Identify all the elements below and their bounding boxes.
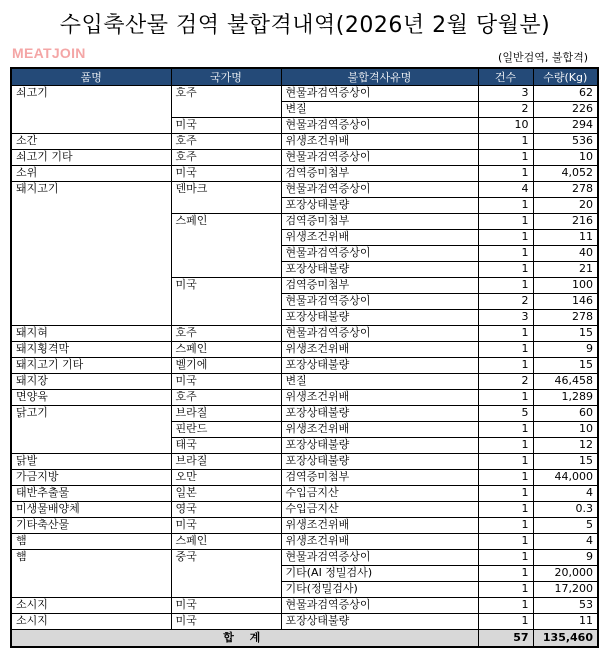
quantity-cell: 46,458 — [533, 374, 598, 390]
quantity-cell: 10 — [533, 150, 598, 166]
count-cell: 1 — [478, 342, 533, 358]
table-row — [11, 326, 598, 342]
product-cell — [11, 198, 171, 214]
count-cell: 1 — [478, 470, 533, 486]
count-cell: 3 — [478, 86, 533, 102]
reason-cell: 검역증미첨부 — [281, 278, 478, 294]
reason-cell: 포장상태불량 — [281, 454, 478, 470]
product-cell — [11, 566, 171, 582]
reason-cell: 포장상태불량 — [281, 262, 478, 278]
product-cell — [11, 214, 171, 230]
table-row — [11, 246, 598, 262]
count-cell: 1 — [478, 246, 533, 262]
reason-cell: 현물과검역증상이 — [281, 598, 478, 614]
count-cell: 1 — [478, 358, 533, 374]
product-cell: 소간 — [11, 134, 171, 150]
quantity-cell: 226 — [533, 102, 598, 118]
quantity-cell: 278 — [533, 310, 598, 326]
reason-cell: 위생조건위배 — [281, 342, 478, 358]
reason-cell: 포장상태불량 — [281, 438, 478, 454]
table-row — [11, 534, 598, 550]
count-cell: 1 — [478, 134, 533, 150]
country-cell: 덴마크 — [171, 182, 281, 198]
table-row — [11, 342, 598, 358]
country-cell: 브라질 — [171, 454, 281, 470]
quantity-cell: 40 — [533, 246, 598, 262]
table-note: (일반검역, 불합격) — [498, 51, 588, 64]
count-cell: 2 — [478, 102, 533, 118]
total-label: 합 계 — [11, 630, 478, 648]
quantity-cell: 17,200 — [533, 582, 598, 598]
count-cell: 1 — [478, 454, 533, 470]
table-row — [11, 86, 598, 102]
reason-cell: 위생조건위배 — [281, 534, 478, 550]
country-cell: 일본 — [171, 486, 281, 502]
total-row — [11, 630, 598, 648]
table-row — [11, 406, 598, 422]
count-cell: 1 — [478, 598, 533, 614]
reason-cell: 포장상태불량 — [281, 310, 478, 326]
reason-cell: 현물과검역증상이 — [281, 150, 478, 166]
reason-cell: 수입금지산 — [281, 486, 478, 502]
quantity-cell: 15 — [533, 326, 598, 342]
country-cell — [171, 246, 281, 262]
table-row — [11, 294, 598, 310]
product-cell: 태반추출물 — [11, 486, 171, 502]
product-cell: 쇠고기 기타 — [11, 150, 171, 166]
table-row — [11, 486, 598, 502]
count-cell: 4 — [478, 182, 533, 198]
country-cell: 스페인 — [171, 534, 281, 550]
product-cell: 기타축산물 — [11, 518, 171, 534]
table-row — [11, 438, 598, 454]
reason-cell: 현물과검역증상이 — [281, 86, 478, 102]
reason-cell: 위생조건위배 — [281, 422, 478, 438]
count-cell: 1 — [478, 502, 533, 518]
quantity-cell: 53 — [533, 598, 598, 614]
reason-cell: 포장상태불량 — [281, 406, 478, 422]
count-cell: 1 — [478, 486, 533, 502]
table-row — [11, 422, 598, 438]
count-cell: 1 — [478, 262, 533, 278]
count-cell: 1 — [478, 566, 533, 582]
table-row — [11, 502, 598, 518]
table-row — [11, 166, 598, 182]
table-row — [11, 598, 598, 614]
reason-cell: 기타(정밀검사) — [281, 582, 478, 598]
count-cell: 1 — [478, 326, 533, 342]
table-row — [11, 470, 598, 486]
count-cell: 1 — [478, 166, 533, 182]
table-row — [11, 118, 598, 134]
count-cell: 2 — [478, 374, 533, 390]
table-row — [11, 390, 598, 406]
product-cell: 돼지고기 기타 — [11, 358, 171, 374]
table-header-row — [11, 68, 598, 86]
country-cell: 브라질 — [171, 406, 281, 422]
quantity-cell: 44,000 — [533, 470, 598, 486]
product-cell — [11, 310, 171, 326]
count-cell: 1 — [478, 198, 533, 214]
count-cell: 1 — [478, 150, 533, 166]
total-count: 57 — [478, 630, 533, 648]
country-cell — [171, 566, 281, 582]
total-quantity: 135,460 — [533, 630, 598, 648]
count-cell: 10 — [478, 118, 533, 134]
country-cell: 호주 — [171, 86, 281, 102]
quantity-cell: 4 — [533, 486, 598, 502]
country-cell — [171, 102, 281, 118]
country-cell: 미국 — [171, 278, 281, 294]
product-cell: 돼지고기 — [11, 182, 171, 198]
country-cell — [171, 294, 281, 310]
quantity-cell: 216 — [533, 214, 598, 230]
rejection-table — [10, 67, 599, 648]
table-row — [11, 262, 598, 278]
quantity-cell: 100 — [533, 278, 598, 294]
country-cell: 영국 — [171, 502, 281, 518]
table-row — [11, 518, 598, 534]
product-cell — [11, 422, 171, 438]
product-cell: 닭고기 — [11, 406, 171, 422]
quantity-cell: 294 — [533, 118, 598, 134]
table-row — [11, 150, 598, 166]
table-row — [11, 582, 598, 598]
table-row — [11, 182, 598, 198]
country-cell: 미국 — [171, 614, 281, 630]
table-row — [11, 134, 598, 150]
product-cell: 닭발 — [11, 454, 171, 470]
country-cell: 호주 — [171, 150, 281, 166]
table-row — [11, 566, 598, 582]
count-cell: 1 — [478, 534, 533, 550]
product-cell — [11, 294, 171, 310]
table-row — [11, 358, 598, 374]
country-cell: 미국 — [171, 374, 281, 390]
country-cell: 미국 — [171, 118, 281, 134]
quantity-cell: 9 — [533, 342, 598, 358]
country-cell: 미국 — [171, 518, 281, 534]
product-cell — [11, 278, 171, 294]
quantity-cell: 15 — [533, 358, 598, 374]
table-row — [11, 310, 598, 326]
count-cell: 1 — [478, 582, 533, 598]
product-cell: 미생물배양체 — [11, 502, 171, 518]
page-title: 수입축산물 검역 불합격내역(2026년 2월 당월분) — [59, 13, 551, 38]
reason-cell: 검역증미첨부 — [281, 166, 478, 182]
product-cell: 햄 — [11, 534, 171, 550]
product-cell — [11, 246, 171, 262]
count-cell: 1 — [478, 390, 533, 406]
country-cell — [171, 198, 281, 214]
quantity-cell: 278 — [533, 182, 598, 198]
country-cell: 중국 — [171, 550, 281, 566]
reason-cell: 검역증미첨부 — [281, 214, 478, 230]
header-quantity: 수량(Kg) — [533, 68, 598, 86]
reason-cell: 포장상태불량 — [281, 614, 478, 630]
reason-cell: 수입금지산 — [281, 502, 478, 518]
quantity-cell: 4,052 — [533, 166, 598, 182]
quantity-cell: 146 — [533, 294, 598, 310]
quantity-cell: 1,289 — [533, 390, 598, 406]
product-cell: 소시지 — [11, 614, 171, 630]
quantity-cell: 21 — [533, 262, 598, 278]
header-reason: 불합격사유명 — [281, 68, 478, 86]
reason-cell: 변질 — [281, 102, 478, 118]
count-cell: 1 — [478, 438, 533, 454]
quantity-cell: 12 — [533, 438, 598, 454]
count-cell: 1 — [478, 278, 533, 294]
quantity-cell: 60 — [533, 406, 598, 422]
quantity-cell: 10 — [533, 422, 598, 438]
country-cell: 오만 — [171, 470, 281, 486]
product-cell — [11, 230, 171, 246]
header-count: 건수 — [478, 68, 533, 86]
product-cell: 가금지방 — [11, 470, 171, 486]
product-cell: 돼지혀 — [11, 326, 171, 342]
table-row — [11, 214, 598, 230]
country-cell: 미국 — [171, 166, 281, 182]
country-cell: 호주 — [171, 390, 281, 406]
reason-cell: 포장상태불량 — [281, 198, 478, 214]
reason-cell: 현물과검역증상이 — [281, 326, 478, 342]
meatjoin-logo: MEATJOIN — [12, 45, 86, 61]
country-cell — [171, 262, 281, 278]
country-cell — [171, 230, 281, 246]
country-cell: 태국 — [171, 438, 281, 454]
reason-cell: 현물과검역증상이 — [281, 118, 478, 134]
product-cell: 햄 — [11, 550, 171, 566]
table-row — [11, 102, 598, 118]
product-cell: 돼지횡격막 — [11, 342, 171, 358]
count-cell: 1 — [478, 550, 533, 566]
reason-cell: 현물과검역증상이 — [281, 294, 478, 310]
quantity-cell: 11 — [533, 230, 598, 246]
product-cell: 소시지 — [11, 598, 171, 614]
reason-cell: 위생조건위배 — [281, 230, 478, 246]
product-cell: 소위 — [11, 166, 171, 182]
count-cell: 1 — [478, 230, 533, 246]
reason-cell: 현물과검역증상이 — [281, 182, 478, 198]
country-cell: 호주 — [171, 134, 281, 150]
product-cell — [11, 438, 171, 454]
table-row — [11, 278, 598, 294]
count-cell: 5 — [478, 406, 533, 422]
table-row — [11, 454, 598, 470]
count-cell: 1 — [478, 214, 533, 230]
quantity-cell: 9 — [533, 550, 598, 566]
country-cell: 스페인 — [171, 214, 281, 230]
quantity-cell: 20,000 — [533, 566, 598, 582]
table-body — [11, 86, 598, 630]
quantity-cell: 0.3 — [533, 502, 598, 518]
country-cell: 호주 — [171, 326, 281, 342]
product-cell — [11, 118, 171, 134]
count-cell: 1 — [478, 518, 533, 534]
country-cell: 스페인 — [171, 342, 281, 358]
table-row — [11, 550, 598, 566]
country-cell — [171, 310, 281, 326]
table-row — [11, 374, 598, 390]
product-cell — [11, 262, 171, 278]
reason-cell: 현물과검역증상이 — [281, 246, 478, 262]
product-cell — [11, 582, 171, 598]
count-cell: 1 — [478, 614, 533, 630]
quantity-cell: 15 — [533, 454, 598, 470]
product-cell: 쇠고기 — [11, 86, 171, 102]
header-product: 품명 — [11, 68, 171, 86]
quantity-cell: 536 — [533, 134, 598, 150]
table-row — [11, 198, 598, 214]
quantity-cell: 62 — [533, 86, 598, 102]
country-cell — [171, 582, 281, 598]
country-cell: 핀란드 — [171, 422, 281, 438]
count-cell: 2 — [478, 294, 533, 310]
reason-cell: 변질 — [281, 374, 478, 390]
quantity-cell: 4 — [533, 534, 598, 550]
count-cell: 3 — [478, 310, 533, 326]
quantity-cell: 11 — [533, 614, 598, 630]
country-cell: 벨기에 — [171, 358, 281, 374]
reason-cell: 포장상태불량 — [281, 358, 478, 374]
table-row — [11, 614, 598, 630]
table-row — [11, 230, 598, 246]
country-cell: 미국 — [171, 598, 281, 614]
reason-cell: 기타(AI 정밀검사) — [281, 566, 478, 582]
reason-cell: 위생조건위배 — [281, 134, 478, 150]
reason-cell: 위생조건위배 — [281, 518, 478, 534]
quantity-cell: 5 — [533, 518, 598, 534]
product-cell — [11, 102, 171, 118]
header-country: 국가명 — [171, 68, 281, 86]
product-cell: 돼지장 — [11, 374, 171, 390]
quantity-cell: 20 — [533, 198, 598, 214]
count-cell: 1 — [478, 422, 533, 438]
reason-cell: 현물과검역증상이 — [281, 550, 478, 566]
reason-cell: 위생조건위배 — [281, 390, 478, 406]
reason-cell: 검역증미첨부 — [281, 470, 478, 486]
product-cell: 면양육 — [11, 390, 171, 406]
